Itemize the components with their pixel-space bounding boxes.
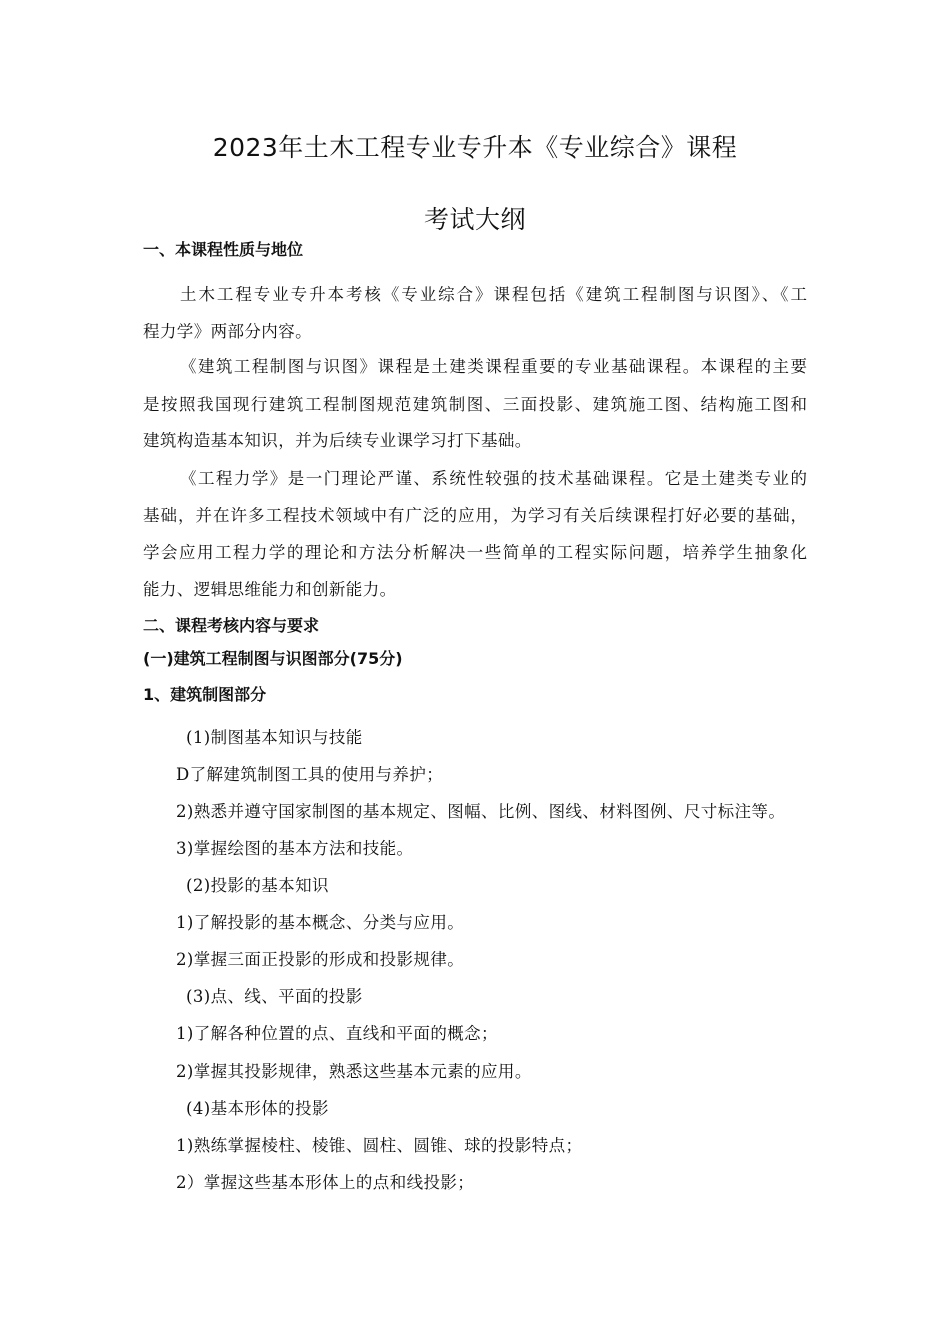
- list-item: 1)熟练掌握棱柱、棱锥、圆柱、圆锥、球的投影特点；: [176, 1136, 583, 1155]
- item-heading: (3)点、线、平面的投影: [186, 987, 363, 1006]
- paragraph-line: 土木工程专业专升本考核《专业综合》课程包括《建筑工程制图与识图》、《工: [180, 285, 807, 304]
- paragraph-line: 程力学》两部分内容。: [143, 322, 312, 341]
- list-item: 2)掌握其投影规律，熟悉这些基本元素的应用。: [176, 1062, 532, 1081]
- list-item: 2)熟悉并遵守国家制图的基本规定、图幅、比例、图线、材料图例、尺寸标注等。: [176, 802, 786, 821]
- list-item: 3)掌握绘图的基本方法和技能。: [176, 839, 414, 858]
- list-item: 2)掌握三面正投影的形成和投影规律。: [176, 950, 465, 969]
- list-item: 1)了解投影的基本概念、分类与应用。: [176, 913, 465, 932]
- item-heading: (1)制图基本知识与技能: [186, 728, 363, 747]
- list-item: D了解建筑制图工具的使用与养护；: [176, 765, 444, 784]
- document-title-line-1: 2023年土木工程专业专升本《专业综合》课程: [212, 133, 738, 162]
- list-item: 2）掌握这些基本形体上的点和线投影；: [176, 1173, 475, 1192]
- paragraph-line: 能力、逻辑思维能力和创新能力。: [143, 580, 397, 599]
- item-heading: (2)投影的基本知识: [186, 876, 329, 895]
- paragraph-line: 《工程力学》是一门理论严谨、系统性较强的技术基础课程。它是土建类专业的: [180, 469, 807, 488]
- paragraph-line: 建筑构造基本知识，并为后续专业课学习打下基础。: [143, 431, 532, 450]
- list-item: 1)了解各种位置的点、直线和平面的概念；: [176, 1024, 498, 1043]
- section-heading-nature: 一、本课程性质与地位: [143, 240, 304, 259]
- paragraph-line: 是按照我国现行建筑工程制图规范建筑制图、三面投影、建筑施工图、结构施工图和: [143, 395, 807, 414]
- paragraph-line: 学会应用工程力学的理论和方法分析解决一些简单的工程实际问题，培养学生抽象化: [143, 543, 807, 562]
- subsection-heading-drawing: (一)建筑工程制图与识图部分(75分): [143, 649, 403, 668]
- document-title-line-2: 考试大纲: [423, 205, 526, 234]
- paragraph-line: 《建筑工程制图与识图》课程是土建类课程重要的专业基础课程。本课程的主要: [180, 357, 807, 376]
- section-heading-requirements: 二、课程考核内容与要求: [143, 616, 320, 635]
- part-heading-architectural-drawing: 1、建筑制图部分: [143, 685, 267, 704]
- paragraph-line: 基础，并在许多工程技术领域中有广泛的应用，为学习有关后续课程打好必要的基础，: [143, 506, 807, 525]
- item-heading: (4)基本形体的投影: [186, 1099, 329, 1118]
